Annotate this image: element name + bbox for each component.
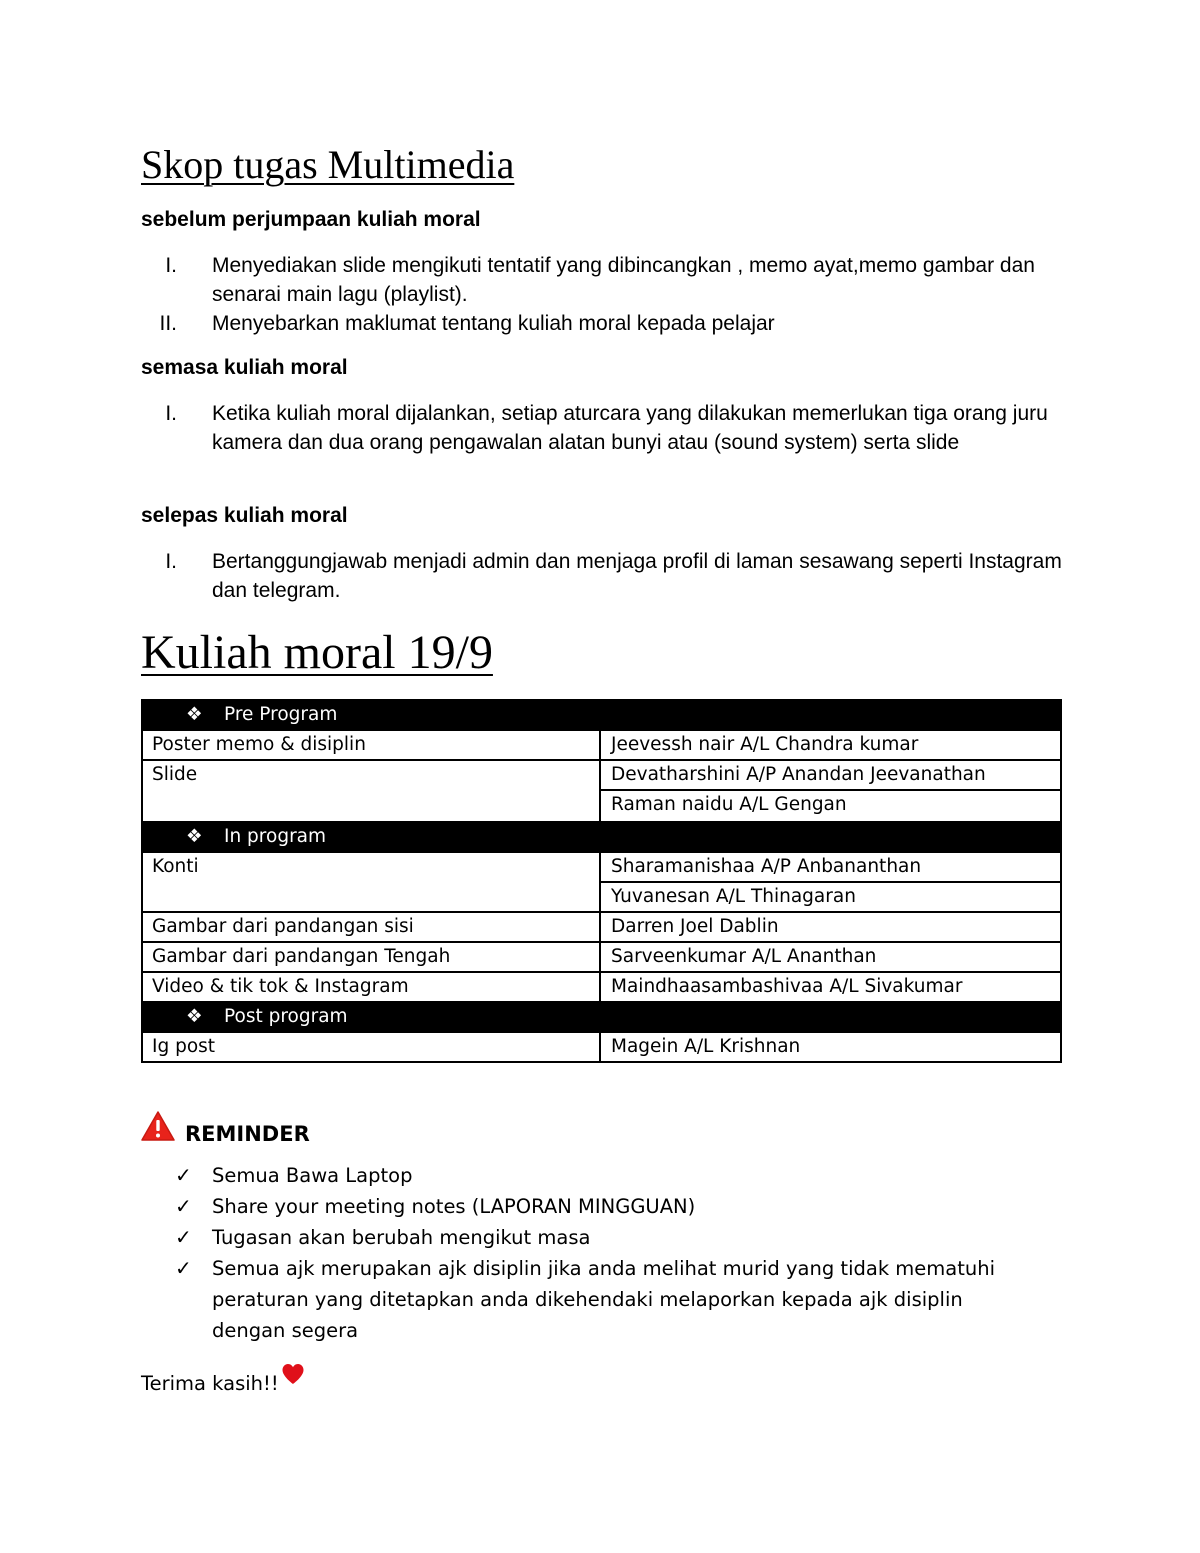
task-cell: Ig post [142,1032,600,1062]
name-cell: Maindhaasambashivaa A/L Sivakumar [600,972,1061,1002]
task-cell: Video & tik tok & Instagram [142,972,600,1002]
section-heading-during: semasa kuliah moral [141,356,348,379]
list-item [141,547,1071,605]
name-cell: Jeevessh nair A/L Chandra kumar [600,730,1061,760]
item-text: Menyebarkan maklumat tentang kuliah moral kepada pelajar [212,312,775,335]
section-label: In program [224,826,327,847]
checklist-item [175,1160,1035,1191]
item-text: Bertanggungjawab menjadi admin dan menjaga profil di laman sesawang seperti Instagram dan telegram. [212,550,1062,602]
diamond-bullet-icon: ❖ [186,704,203,725]
name-cell: Sharamanishaa A/P Anbananthan [600,852,1061,882]
item-number: II. [159,312,177,335]
name-cell: Raman naidu A/L Gengan [600,790,1061,822]
table-row [142,730,1061,760]
table-section-header [142,822,1061,852]
name-cell: Darren Joel Dablin [600,912,1061,942]
checklist-text: Semua ajk merupakan ajk disiplin jika anda melihat murid yang tidak mematuhi peraturan yang ditetapkan anda dikehendaki melaporkan kepada ajk disiplin dengan segera [212,1257,996,1342]
task-cell: Poster memo & disiplin [142,730,600,760]
task-cell: Slide [142,760,600,822]
item-number: I. [165,402,177,425]
checklist-item [175,1253,1035,1346]
list-item [141,251,1071,309]
table-section-header [142,700,1061,730]
section-label: Pre Program [224,704,338,725]
table-row [142,1032,1061,1062]
schedule-table [141,699,1062,1063]
reminder-title: REMINDER [185,1122,310,1146]
checklist-text: Share your meeting notes (LAPORAN MINGGUAN) [212,1195,696,1218]
schedule-title: Kuliah moral 19/9 [141,626,493,679]
checklist-text: Semua Bawa Laptop [212,1164,413,1187]
name-cell: Devatharshini A/P Anandan Jeevanathan [600,760,1061,790]
checklist-item [175,1222,1035,1253]
table-row [142,942,1061,972]
name-cell: Magein A/L Krishnan [600,1032,1061,1062]
task-cell: Gambar dari pandangan sisi [142,912,600,942]
checklist-item [175,1191,1035,1222]
table-section-header [142,1002,1061,1032]
checkmark-icon: ✓ [175,1194,192,1218]
diamond-bullet-icon: ❖ [186,826,203,847]
task-cell: Gambar dari pandangan Tengah [142,942,600,972]
checkmark-icon: ✓ [175,1225,192,1249]
item-number: I. [165,550,177,573]
table-row [142,760,1061,790]
document-title: Skop tugas Multimedia [141,142,515,187]
heart-icon [281,1362,305,1386]
section-label: Post program [224,1006,348,1027]
task-cell: Konti [142,852,600,912]
section-heading-after: selepas kuliah moral [141,504,348,527]
checkmark-icon: ✓ [175,1163,192,1187]
closing-text-line [141,1370,305,1398]
table-row [142,852,1061,882]
name-cell: Yuvanesan A/L Thinagaran [600,882,1061,912]
closing-text: Terima kasih!! [141,1372,279,1395]
warning-triangle-icon [141,1110,175,1142]
checklist-text: Tugasan akan berubah mengikut masa [212,1226,591,1249]
item-text: Ketika kuliah moral dijalankan, setiap aturcara yang dilakukan memerlukan tiga orang juru kamera dan dua orang pengawalan alatan bunyi atau (sound system) serta slide [212,402,1048,454]
checkmark-icon: ✓ [175,1256,192,1280]
diamond-bullet-icon: ❖ [186,1006,203,1027]
item-number: I. [165,254,177,277]
table-row [142,972,1061,1002]
section-heading-before: sebelum perjumpaan kuliah moral [141,208,481,231]
list-item [141,399,1071,486]
name-cell: Sarveenkumar A/L Ananthan [600,942,1061,972]
table-row [142,912,1061,942]
item-text: Menyediakan slide mengikuti tentatif yang dibincangkan , memo ayat,memo gambar dan senarai main lagu (playlist). [212,254,1035,306]
list-item [141,309,1071,338]
